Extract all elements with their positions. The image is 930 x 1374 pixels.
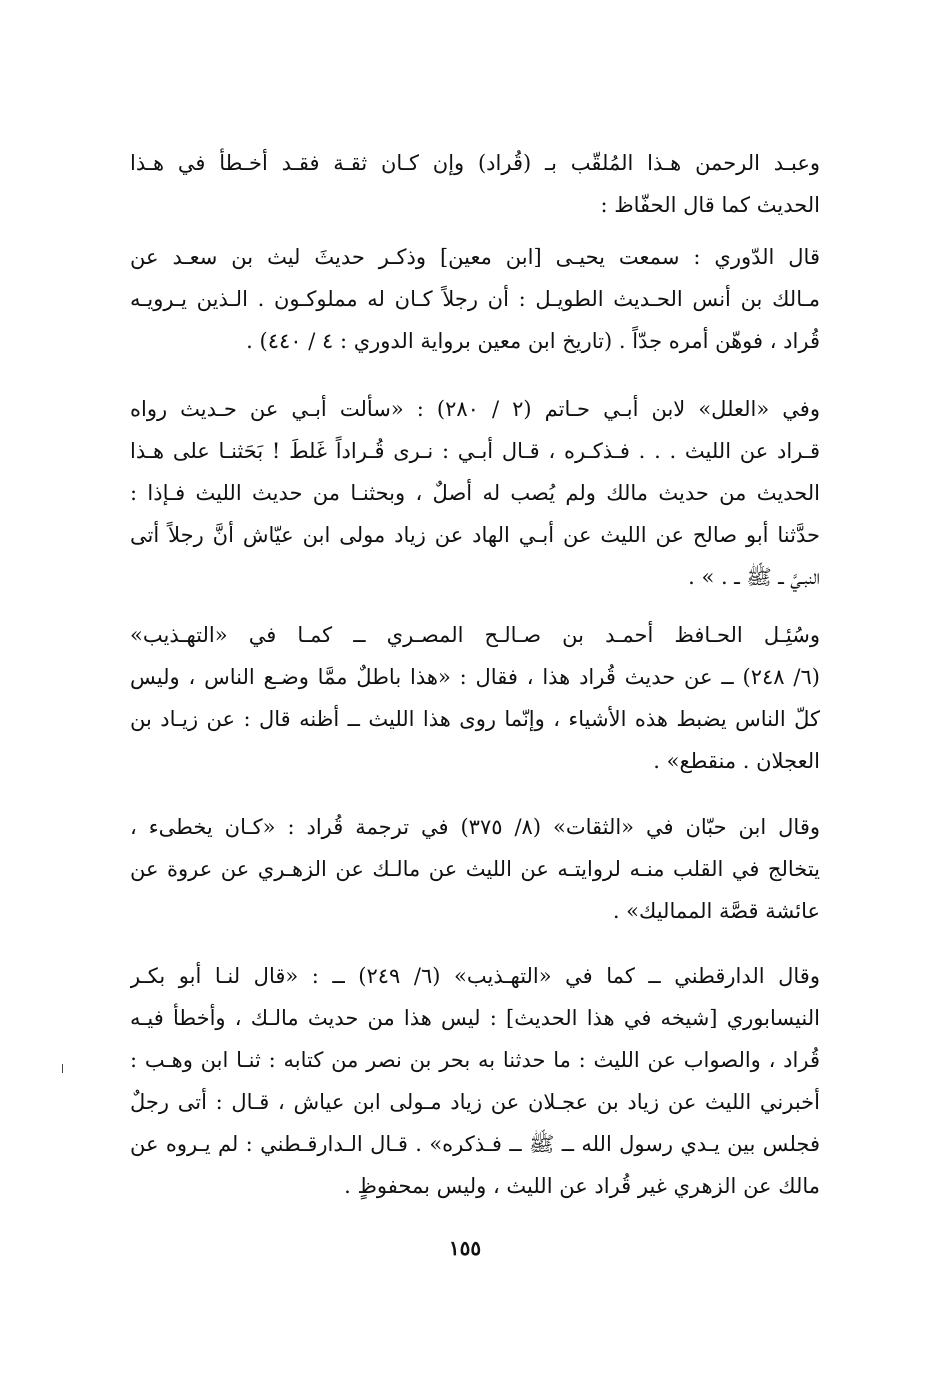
text-line: قـراد عن الليث . . . فـذكـره ، قـال أبـي : نـرى قُـراداً غَلطَ ! بَحَثنـا على هـذا	[130, 439, 820, 463]
text-line: الحديث من حديث مالك ولم يُصب له أصلٌ ، وبحثنـا من حديث الليث فـإذا :	[130, 481, 820, 505]
page-number: ١٥٥	[448, 1236, 482, 1260]
paragraph-2	[130, 236, 820, 362]
paragraph-5	[130, 806, 820, 932]
text-line: يتخالج في القلب منـه لروايتـه عن الليث عن مالـك عن الزهـري عن عروة عن	[130, 857, 820, 881]
text-line: وسُئِـل الحـافظ أحمـد بن صـالـح المصـري ــ كمـا في «التهـذيب»	[130, 623, 820, 647]
text-line: أخبرني الليث عن زياد بن عجـلان عن زياد مـولى ابن عياش ، قـال : أتى رجلٌ	[130, 1090, 820, 1114]
paragraph-3	[130, 388, 820, 598]
text-line: فجلس بين يـدي رسول الله ــ ﷺ ــ فـذكره» . قـال الـدارقـطني : لم يـروه عن	[130, 1132, 820, 1156]
text-line: الحديث كما قال الحفّاظ :	[600, 193, 820, 217]
text-line: النيسابوري [شيخه في هذا الحديث] : ليس هذا من حديث مالـك ، وأخطأ فيـه	[130, 1006, 820, 1030]
paragraph-4	[130, 614, 820, 782]
text-line: حدَّثنا أبو صالح عن الليث عن أبـي الهاد عن زياد مولى ابن عيّاش أنَّ رجلاً أتى	[130, 523, 820, 547]
text-line: وقال الدارقطني ــ كما في «التهـذيب» (٦/ ٢٤٩) ــ : «قال لنـا أبو بكـر	[130, 964, 820, 988]
paragraph-1	[130, 142, 820, 226]
text-line: قُراد ، فوهّن أمره جدّاً . (تاريخ ابن معين برواية الدوري : ٤ / ٤٤٠) .	[246, 329, 820, 353]
text-line: وقال ابن حبّان في «الثقات» (٨/ ٣٧٥) في ترجمة قُراد : «كـان يخطىء ،	[130, 815, 820, 839]
text-line: العجلان . منقطع» .	[653, 749, 820, 773]
text-line: (٦/ ٢٤٨) ــ عن حديث قُراد هذا ، فقال : «هذا باطلٌ ممَّا وضـع الناس ، وليس	[130, 665, 820, 689]
text-line: مالك عن الزهري غير قُراد عن الليث ، وليس بمحفوظٍ .	[344, 1174, 820, 1198]
text-line: قال الدّوري : سمعت يحيـى [ابن معين] وذكـر حديثَ ليث بن سعـد عن	[130, 245, 820, 269]
text-line: النبـيَّ ــ ﷺ ــ . » .	[688, 565, 820, 589]
text-line: مـالك بن أنس الحـديث الطويـل : أن رجلاً كـان له مملوكـون . الـذين يـرويـه	[130, 287, 820, 311]
text-line: قُراد ، والصواب عن الليث : ما حدثنا به بحر بن نصر من كتابه : ثنـا ابن وهـب :	[130, 1048, 820, 1072]
text-line: كلّ الناس يضبط هذه الأشياء ، وإنّما روى هذا الليث ــ أظنه قال : عن زيـاد بن	[130, 707, 820, 731]
text-line: وفي «العلل» لابن أبـي حـاتم (٢ / ٢٨٠) : «سألت أبـي عن حـديث رواه	[130, 397, 820, 421]
scan-mark	[62, 1064, 63, 1073]
paragraph-6	[130, 955, 820, 1207]
text-line: عائشة قصَّة المماليك» .	[612, 899, 820, 923]
text-line: وعبـد الرحمن هـذا المُلقّب بـ (قُراد) وإن كـان ثقـة فقـد أخـطأ في هـذا	[130, 151, 820, 175]
